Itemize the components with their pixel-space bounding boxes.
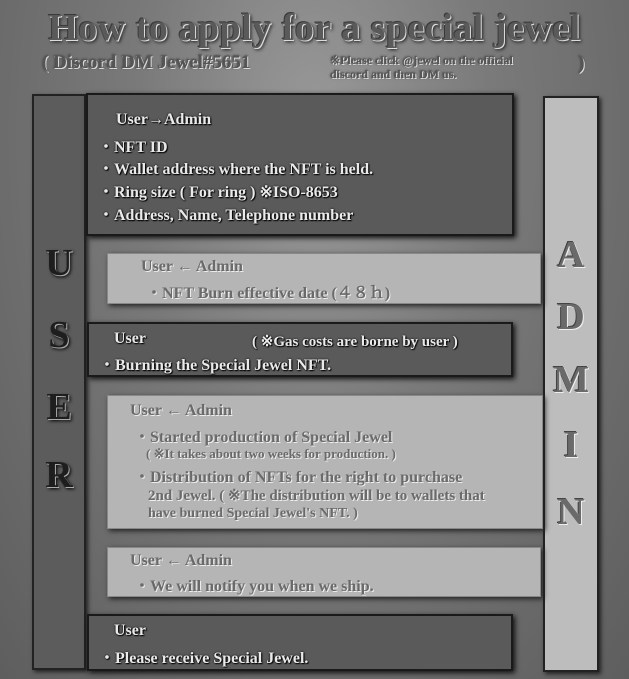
- step-4-item-production: ・Started production of Special Jewel: [134, 429, 393, 446]
- step-1-item-nft-id: ・NFT ID: [98, 139, 168, 156]
- step-4-item-production-note: ( ※It takes about two weeks for production. ): [146, 446, 396, 461]
- admin-letter-m: M: [553, 359, 589, 401]
- discord-contact: ( Discord DM Jewel#5651: [42, 52, 251, 73]
- admin-letter-n: N: [557, 491, 585, 533]
- step-4-item-distribution: ・Distribution of NFTs for the right to purchase: [134, 469, 463, 486]
- user-letter-e: E: [46, 386, 72, 428]
- user-column: [32, 94, 86, 670]
- step-3-gas-note: ( ※Gas costs are borne by user ): [252, 334, 458, 350]
- admin-letter-a: A: [557, 234, 585, 276]
- step-5-heading: User ← Admin: [130, 552, 232, 569]
- step-4-item-distribution-3: have burned Special Jewel's NFT. ): [148, 506, 358, 521]
- step-5-box: [107, 547, 541, 597]
- discord-note: [330, 53, 580, 81]
- user-letter-r: R: [45, 454, 73, 496]
- step-1-item-wallet: ・Wallet address where the NFT is held.: [98, 161, 374, 178]
- admin-letter-i: I: [563, 424, 579, 466]
- step-4-heading: User ← Admin: [130, 402, 232, 419]
- user-letter-s: S: [48, 314, 70, 356]
- admin-letter-d: D: [557, 296, 585, 338]
- step-1-item-address: ・Address, Name, Telephone number: [98, 207, 354, 224]
- discord-note-line-2: discord and then DM us.: [330, 67, 457, 81]
- step-5-item-notify: ・We will notify you when we ship.: [134, 578, 374, 595]
- user-letter-u: U: [45, 242, 73, 284]
- discord-note-line-1: ※Please click @jewel on the official: [330, 53, 513, 67]
- step-1-item-ring-size: ・Ring size ( For ring ) ※ISO-8653: [98, 184, 338, 201]
- step-3-box: [87, 322, 513, 377]
- close-parenthesis: ): [578, 52, 585, 74]
- page-title: How to apply for a special jewel: [48, 7, 581, 49]
- admin-column: [543, 96, 599, 672]
- step-3-heading: User: [114, 330, 146, 347]
- step-3-item-burning: ・Burning the Special Jewel NFT.: [99, 357, 332, 374]
- step-1-heading: User→Admin: [116, 111, 212, 128]
- step-2-heading: User ← Admin: [141, 258, 243, 275]
- step-4-item-distribution-2: 2nd Jewel. ( ※The distribution will be to wallets that: [148, 488, 485, 504]
- step-4-box: [107, 395, 543, 529]
- step-6-heading: User: [114, 622, 146, 639]
- step-1-box: [86, 93, 514, 236]
- step-2-item-burn-date: ・NFT Burn effective date (４８ｈ): [146, 285, 391, 302]
- step-2-box: [107, 253, 541, 304]
- step-6-box: [87, 614, 513, 671]
- step-6-item-receive: ・Please receive Special Jewel.: [99, 650, 309, 667]
